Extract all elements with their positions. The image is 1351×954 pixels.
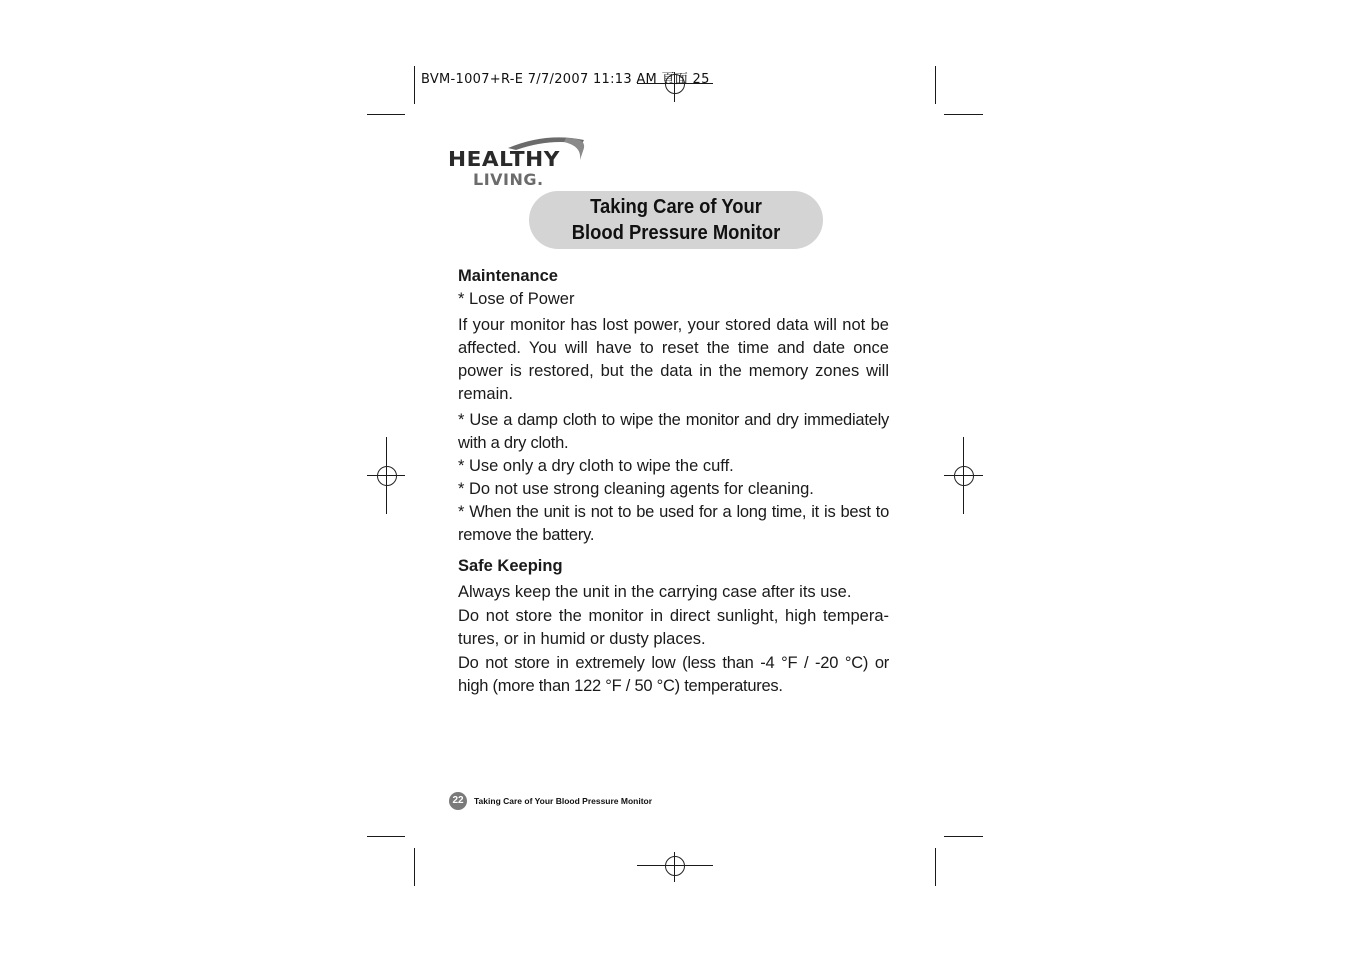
safe-keeping-paragraph: Do not store in extremely low (less than -4 °F / -20 °C) or high (more than 122 °F / 50 °C) temperatures. xyxy=(458,654,889,695)
crop-mark xyxy=(944,836,983,837)
maintenance-item: * Use only a dry cloth to wipe the cuff. xyxy=(458,457,734,475)
registration-circle xyxy=(377,466,397,486)
footer-running-title: Taking Care of Your Blood Pressure Monitor xyxy=(474,796,653,806)
maintenance-heading: Maintenance xyxy=(458,267,558,285)
maintenance-item: * Do not use strong cleaning agents for cleaning. xyxy=(458,480,814,498)
registration-circle xyxy=(665,856,685,876)
logo-healthy-text: HEALTHY xyxy=(448,147,560,171)
page-title-line2: Blood Pressure Monitor xyxy=(571,222,781,244)
lose-of-power-text: If your monitor has lost power, your stored data will not be affected. You will have to reset the time and date once power is restored, but the data in the memory zones will remain. xyxy=(458,316,889,403)
crop-mark xyxy=(367,114,405,115)
crop-mark xyxy=(944,114,983,115)
crop-mark xyxy=(367,836,405,837)
print-slug: BVM-1007+R-E 7/7/2007 11:13 AM 頁面 25 xyxy=(421,72,710,87)
body-content xyxy=(458,265,889,698)
crop-mark xyxy=(414,66,415,104)
logo-living-text: LIVING. xyxy=(473,170,544,189)
lose-of-power-label: * Lose of Power xyxy=(458,290,575,308)
crop-mark xyxy=(935,848,936,886)
page-title xyxy=(529,191,823,249)
brand-logo xyxy=(446,134,591,192)
crop-mark xyxy=(414,848,415,886)
maintenance-item: * Use a damp cloth to wipe the monitor and dry immediately with a dry cloth. xyxy=(458,411,889,452)
safe-keeping-paragraph: Do not store the monitor in direct sunlight, high tempera- tures, or in humid or dusty places. xyxy=(458,607,889,648)
registration-circle xyxy=(954,466,974,486)
safe-keeping-paragraph: Always keep the unit in the carrying case after its use. xyxy=(458,583,852,601)
crop-mark xyxy=(935,66,936,104)
safe-keeping-heading: Safe Keeping xyxy=(458,557,563,575)
page-title-line1: Taking Care of Your xyxy=(590,196,762,218)
page-number-badge: 22 xyxy=(449,792,467,810)
maintenance-item: * When the unit is not to be used for a long time, it is best to remove the battery. xyxy=(458,503,889,544)
